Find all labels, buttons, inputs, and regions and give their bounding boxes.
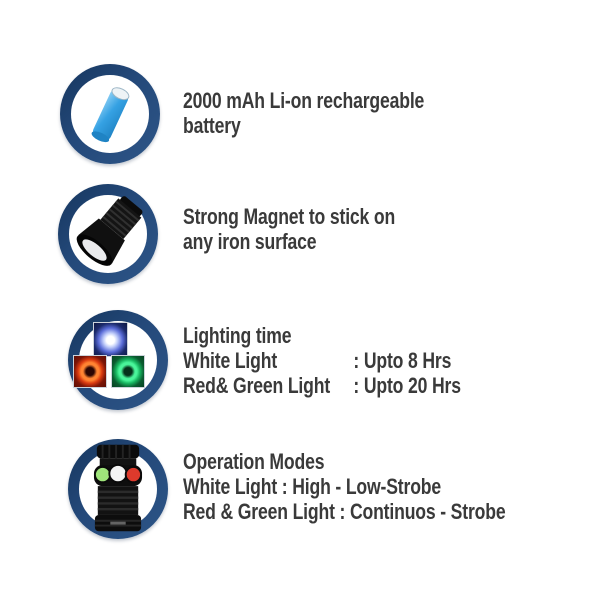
battery-badge bbox=[60, 64, 160, 164]
spec-label: White Light bbox=[183, 348, 278, 373]
spec-row bbox=[183, 373, 461, 398]
spec-value: : Upto 20 Hrs bbox=[353, 373, 461, 398]
operation-modes-heading: Operation Modes bbox=[183, 449, 325, 474]
spec-value: : Upto 8 Hrs bbox=[353, 348, 452, 373]
magnet-feature-text bbox=[183, 204, 395, 254]
white-led-swatch bbox=[93, 322, 128, 357]
feature-line: White Light : High - Low-Strobe bbox=[183, 474, 442, 499]
feature-line: battery bbox=[183, 113, 241, 138]
magnet-flashlight-icon bbox=[58, 184, 158, 284]
spec-label: Red& Green Light bbox=[183, 373, 331, 398]
green-led-swatch bbox=[111, 355, 145, 388]
feature-line: Strong Magnet to stick on bbox=[183, 204, 396, 229]
red-led-swatch bbox=[73, 355, 107, 388]
modes-flashlight-icon bbox=[68, 439, 168, 539]
battery-feature-text bbox=[183, 88, 424, 138]
spec-row bbox=[183, 348, 461, 373]
modes-feature-text bbox=[183, 449, 505, 524]
feature-line: any iron surface bbox=[183, 229, 317, 254]
lighting-time-heading: Lighting time bbox=[183, 323, 292, 348]
lighting-badge bbox=[68, 310, 168, 410]
feature-line: Red & Green Light : Continuos - Strobe bbox=[183, 499, 506, 524]
modes-badge bbox=[68, 439, 168, 539]
battery-icon bbox=[60, 64, 160, 164]
feature-line: 2000 mAh Li-on rechargeable bbox=[183, 88, 425, 113]
magnet-badge bbox=[58, 184, 158, 284]
led-colors-icon bbox=[68, 310, 168, 410]
lighting-feature-text bbox=[183, 323, 461, 398]
